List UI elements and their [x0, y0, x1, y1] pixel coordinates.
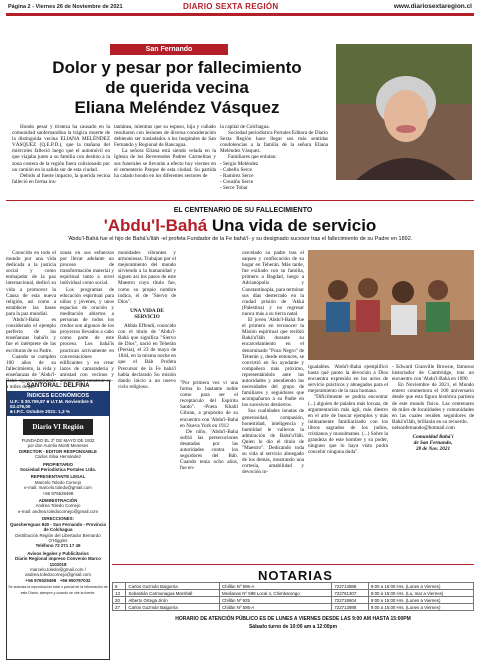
article1-col3 [220, 124, 328, 191]
section-tag: San Fernando [110, 44, 228, 55]
article2-tag: EL CENTENARIO DE SU FALLECIMIENTO [173, 207, 313, 214]
article2-col3 [118, 250, 176, 390]
paragraph: "Por primera vez vi una forma lo bastante noble como para ser el receptáculo del Espíritu Santo". -Poeta Khalil Gibran, a propósito de su encuentro con 'Abdu'l-Bahá en Nueva York en 1912 [180, 380, 238, 429]
paragraph: Sociedad periodística Portales Editora de Diario Sexta Región hace llegar sus más sentidas condolencias a la familia de la señora Eliana Meléndez Vásquez. [220, 130, 328, 155]
notary-divider [112, 564, 474, 565]
table-row [113, 590, 474, 597]
notary-table [112, 582, 474, 611]
cell: Carlos Guzmán Baigorria [126, 604, 220, 611]
notary-title: NOTARIAS [258, 568, 333, 583]
article2-col4 [180, 380, 238, 471]
ads: Diario Regional impreso Convenio Marco 1102018 [15, 556, 101, 567]
page-date: Página 2 - Viernes 26 de Noviembre de 2021 [8, 4, 123, 10]
email-text: nelsonfernando@hotmail.com [392, 424, 455, 431]
website-link[interactable]: www.diariosextaregion.cl [393, 3, 472, 10]
title-first: 'Abdu'l-Bahá [103, 216, 208, 235]
cell: 9:00 a 15:00 Hrs. (Lunes a Viernes) [368, 583, 473, 590]
cell: 722761307 [332, 590, 369, 597]
owner-label: PROPIETARIO [43, 461, 73, 467]
paragraph: De niño, 'Abdu'l-Bahá sufrió las persecuciones desatadas por las autoridades contra los seguidores del Báb. Cuando tenía ocho años, fue en- [180, 428, 238, 472]
family-item: - Cousiño Serce [220, 178, 254, 185]
notary-saturday: Sábado turno de 10:00 am a 12:00pm [248, 624, 338, 630]
paragraph: En Noviembre de 2021, el Mundo entero conmemora el 100 aniversario desde que esta figura histórica partiera de este mundo físico. Las centenares de miles de localidades y comunidades en las cuales residen seguidores de Bahá'u'lláh, brillarán en su recuerdo. [392, 382, 474, 425]
cell: 27 [113, 604, 126, 611]
paragraph: Cuando se cumplen 100 años de su fallecimiento, la vida y enseñanzas de 'Abdu'l-Bahá siguen inspirando a miles de per- [6, 353, 56, 391]
legal-email[interactable]: e-mail: marcelo.toledo@gmail.com [24, 485, 92, 491]
cell: Sebastián Carmunagua Marshall [126, 590, 220, 597]
article2-col5 [242, 250, 304, 475]
subheading: UNA VIDA DE SERVICIO [130, 307, 164, 320]
ads-email[interactable]: marcelo.toledo@gmail.com / andrea.toledocornejo@gmail.com [25, 566, 91, 578]
founded: FUNDADO EL 2º DE MAYO DE 1932 [21, 438, 95, 443]
admin-label: ADMINISTRACIÓN [38, 498, 78, 504]
cell: Alberto Ortega Jirón [126, 597, 220, 604]
paragraph: 'Abdu'l-Bahá es considerado el ejemplo perfecto de las enseñanzas bahá'ís y fue el intérprete de las escrituras de su Padre. [6, 317, 56, 354]
paragraph: tantánea, mientras que su esposo, hija y cuñado resultaron con lesiones de diversa consideración debiendo ser trasladados a los hospitales de San Fernando y Regional de Rancagua. [114, 124, 216, 149]
article1-title [12, 58, 342, 118]
paragraph: carcelado su padre tras el saqueo y confiscación de su hogar en Teherán. Más tarde, fue exiliado con su familia, primero a Bagdad, luego a Adrianópolis y Constantinopla, para terminar sus días desterrado en la ciudad prisión de 'Akká (Palestina) y no regresar nunca más a su tierra natal. [242, 250, 304, 317]
owner: Sociedad Periodística Portales Ltda. [20, 467, 96, 473]
cell: Chillán Nº 925 [220, 597, 332, 604]
legal: Marcelo Toledo Cornejo [34, 479, 82, 485]
cell: 722713988 [332, 583, 369, 590]
cell: 9:00 a 15:00 Hrs. (Lu, mar a Viernes) [368, 590, 473, 597]
paragraph: El joven 'Abdu'l-Bahá fue el primero en reconocer la Misión espiritual que recibió Bahá'u'lláh durante su encarcelamiento en el denominado "Pozo Negro" de Teherán y, desde entonces, se convirtió en Su ayudante y compañero más próximo, representándolo ante las autoridades y atendiendo las necesidades del grupo de familiares y seguidores que acompañaron a su Padre en los sucesivos destierros. [242, 317, 305, 409]
paragraph: Conocido en todo el mundo por una vida dedicada a la justicia social y como embajador de la paz internacional, dedicó su vida a promover la Causa de esta nueva religión, así como a establecer las bases para la paz mundial. [6, 250, 56, 317]
portrait-photo [336, 44, 472, 180]
table-row [113, 583, 474, 590]
table-row [113, 604, 474, 611]
paragraph: "Difícilmente se podría encontrar (...) alguien de palabra más locuaz, de argumentación más ágil, más diestro en el arte de buscar ejemplos y más íntimamente familiarizado con los libros sagrados de los judíos, cristianos y musulmanes. (...) Sobre la grandeza de este hombre y su poder, ninguno que lo haya visto podrá concebir ninguna duda". [308, 394, 388, 456]
founder: por don Aurelio Montt Meneses [27, 443, 89, 449]
director: Carlos Silva Hernández [34, 454, 82, 460]
cell: 6 [113, 583, 126, 590]
article2-title [60, 216, 420, 236]
title-rest: Una vida de servicio [207, 216, 377, 235]
paper-name: DIARIO SEXTA REGIÓN [183, 2, 279, 11]
indicators-box [7, 391, 109, 416]
paragraph: munidades vibrantes y armoniosas. Trabajan por el mejoramiento del mundo sirviendo a la humanidad y siguen así los pasos de este Maestro cuyo título fue, como su propio nombre indica, el de "Siervo de Dios". [118, 250, 176, 305]
cell: Carlos Guzmán Baigorria [126, 583, 220, 590]
article2-subtitle: 'Abdu'l-Bahá fue el hijo de Bahá'u'lláh -el profeta Fundador de la Fe bahá'í- y su designado sucesor tras el fallecimiento de su Padre en 1892. [67, 236, 413, 242]
family-item: - Sergio Meléndez [220, 160, 259, 167]
indicators-title: ÍNDICES ECONÓMICOS [26, 393, 90, 399]
cell: 9:00 a 15:00 Hrs. (Lunes a Viernes) [368, 597, 473, 604]
admin: Andrea Toledo Cornejo [35, 503, 81, 509]
director-label: DIRECTOR - EDITOR RESPONSABLE [19, 448, 97, 454]
title-line: Dolor y pesar por fallecimiento [52, 58, 302, 77]
paragraph: Debido al fuerte impacto, la querida vecina falleció en forma ins- [12, 172, 110, 185]
address: Quechereguas 840 - San Fernando - Provincia de Colchagua [10, 521, 106, 533]
cell: 722713988 [332, 604, 369, 611]
indicators-line: U.F.: $ 30.709,87 ■ U.T.M. Noviembre $ 53.476,00 [10, 399, 93, 409]
indicators-line: ■ I.P.C. Octubre 2021: 1,3 % [10, 409, 70, 414]
signature: Comunidad Bahá'í [412, 434, 454, 441]
title-line: de querida vecina [105, 78, 249, 97]
masthead-sidebar [6, 380, 110, 660]
paragraph: - Edward Granville Browne, famosos historiador de Cambridge, tras un encuentro con 'Abdu'l-Bahá en 1890 [392, 364, 474, 383]
distribution: Distribución Región del Libertador Bernardo O'Higgins [15, 532, 101, 543]
family-item: - Serce Tobar [220, 184, 248, 191]
group-photo [308, 250, 474, 360]
article2-col6 [308, 364, 388, 455]
signature: 28 de Nov. 2021 [415, 446, 451, 453]
cell: Chillán Nº 595-A [220, 583, 332, 590]
paragraph: La señora Eliana está siendo velada en la Iglesia de los Reverendos Padres Carmelitas y sus funerales se llevarán a efecto hoy viernes en el cementerio Parque de esta ciudad. Su partida ha calado hondo en los diferentes sectores de [114, 148, 216, 179]
cell: 20 [113, 597, 126, 604]
paragraph: igualables. 'Abdu'l-Bahá ejemplificó hasta qué punto la devoción a Dios encuentra expresión en los actos de servicio prácticos y abnegados para el mejoramiento de la raza humana. [308, 364, 388, 395]
family-item: - Cabello Serce [220, 166, 252, 173]
article2-col1 [6, 250, 56, 390]
section-divider [6, 200, 474, 201]
article1-col2 [114, 124, 216, 179]
table-row [113, 597, 474, 604]
paragraph: Sus cualidades innatas de generosidad, compasión, honestidad, inteligencia y humildad le valieron la admiración de Bahá'u'lláh. Quien lo dio el título de "Maestro". Dedicando toda su vida al servicio abnegado de los demás, mostrando una cortesía, amabilidad y devoción in- [242, 408, 304, 476]
admin-email[interactable]: e-mail: andrea.toledocornejo@gmail.com [17, 508, 99, 514]
paragraph: Familiares que enlutan: [228, 154, 277, 161]
cell: 13 [113, 590, 126, 597]
address-label: DIRECCIONES: [42, 516, 74, 522]
paragraph: Abbás Effendi, conocido con el título de 'Abdu'l-Bahá que significa "Siervo de Dios", nació en Teherán (Persia), el 23 de mayo de 1844, en la misma noche en que el Báb Profeta Precursor de la Fe bahá'í había declarado Su misión dando inicio a un nuevo ciclo religioso. [118, 322, 176, 390]
article2-col7 [392, 364, 474, 452]
reproduction-note: Se autoriza la reproducción total o parcial de la información de este Diario, siempre y cuando se cite la fuente. [8, 585, 108, 595]
signature: de San Fernando, [413, 440, 453, 447]
phone: Teléfono 72 271 17 49 [35, 543, 81, 549]
cell: 9:00 a 15:00 Hrs. (Lunes a Viernes) [368, 604, 473, 611]
article1-col1 [12, 124, 110, 185]
portrait-image [336, 44, 472, 180]
ads-label: Avisos legales y Publicitarios [27, 550, 89, 556]
cell: 722718604 [332, 597, 369, 604]
notary-hours: HORARIO DE ATENCIÓN PÚBLICO ES DE LUNES A VIERNES DESDE LAS 9:00 AM HASTA 15:00PM [175, 616, 411, 622]
ads-phones: +56 976529498 +56 950797032 [25, 577, 91, 583]
group-image [308, 250, 474, 360]
logo: Diario VI Región [23, 419, 93, 435]
title-line: Eliana Meléndez Vásquez [74, 98, 280, 117]
paragraph: la capital de Colchagua. [220, 124, 270, 130]
paragraph: sonas en sus esfuerzos por llevar adelante un proceso de transformación material y espiritual tanto a nivel individual como social. [60, 250, 114, 287]
paragraph: Hondo pesar y tristeza ha causado en la comunidad sanfernandina la trágica muerte de la distinguida vecina ELIANA MELÉNDEZ VÁSQUEZ (Q.E.P.D.), que la mañana del miércoles falleció luego que el automóvil en que viajaba junto a su familia con destino a la zona costera de la región fuera colisionado por un camión en la salida sur de esta ciudad. [12, 124, 110, 173]
legal-label: REPRESENTANTE LEGAL [30, 474, 86, 480]
paragraph: Los programas de educación espiritual para niños y jóvenes, y unos espacios de oración y meditación abiertos a personas de todos los credos son algunos de los proyectos llevados a cabo como parte de este proceso. Los bahá'ís practican activamente en conversaciones edificantes y en crear lazos de camaradería y amistad con vecinos y amigos para construir co- [60, 286, 114, 384]
legal-phone: +56 976529498 [42, 490, 74, 496]
article2-col2 [60, 250, 114, 384]
family-item: - Ramírez Serce [220, 172, 254, 179]
santoral: SANTORAL: DELFINA [26, 383, 90, 389]
cell: Medianas Nº 598 Local 4, Chimbarongo [220, 590, 332, 597]
cell: Chillán Nº 595-A [220, 604, 332, 611]
